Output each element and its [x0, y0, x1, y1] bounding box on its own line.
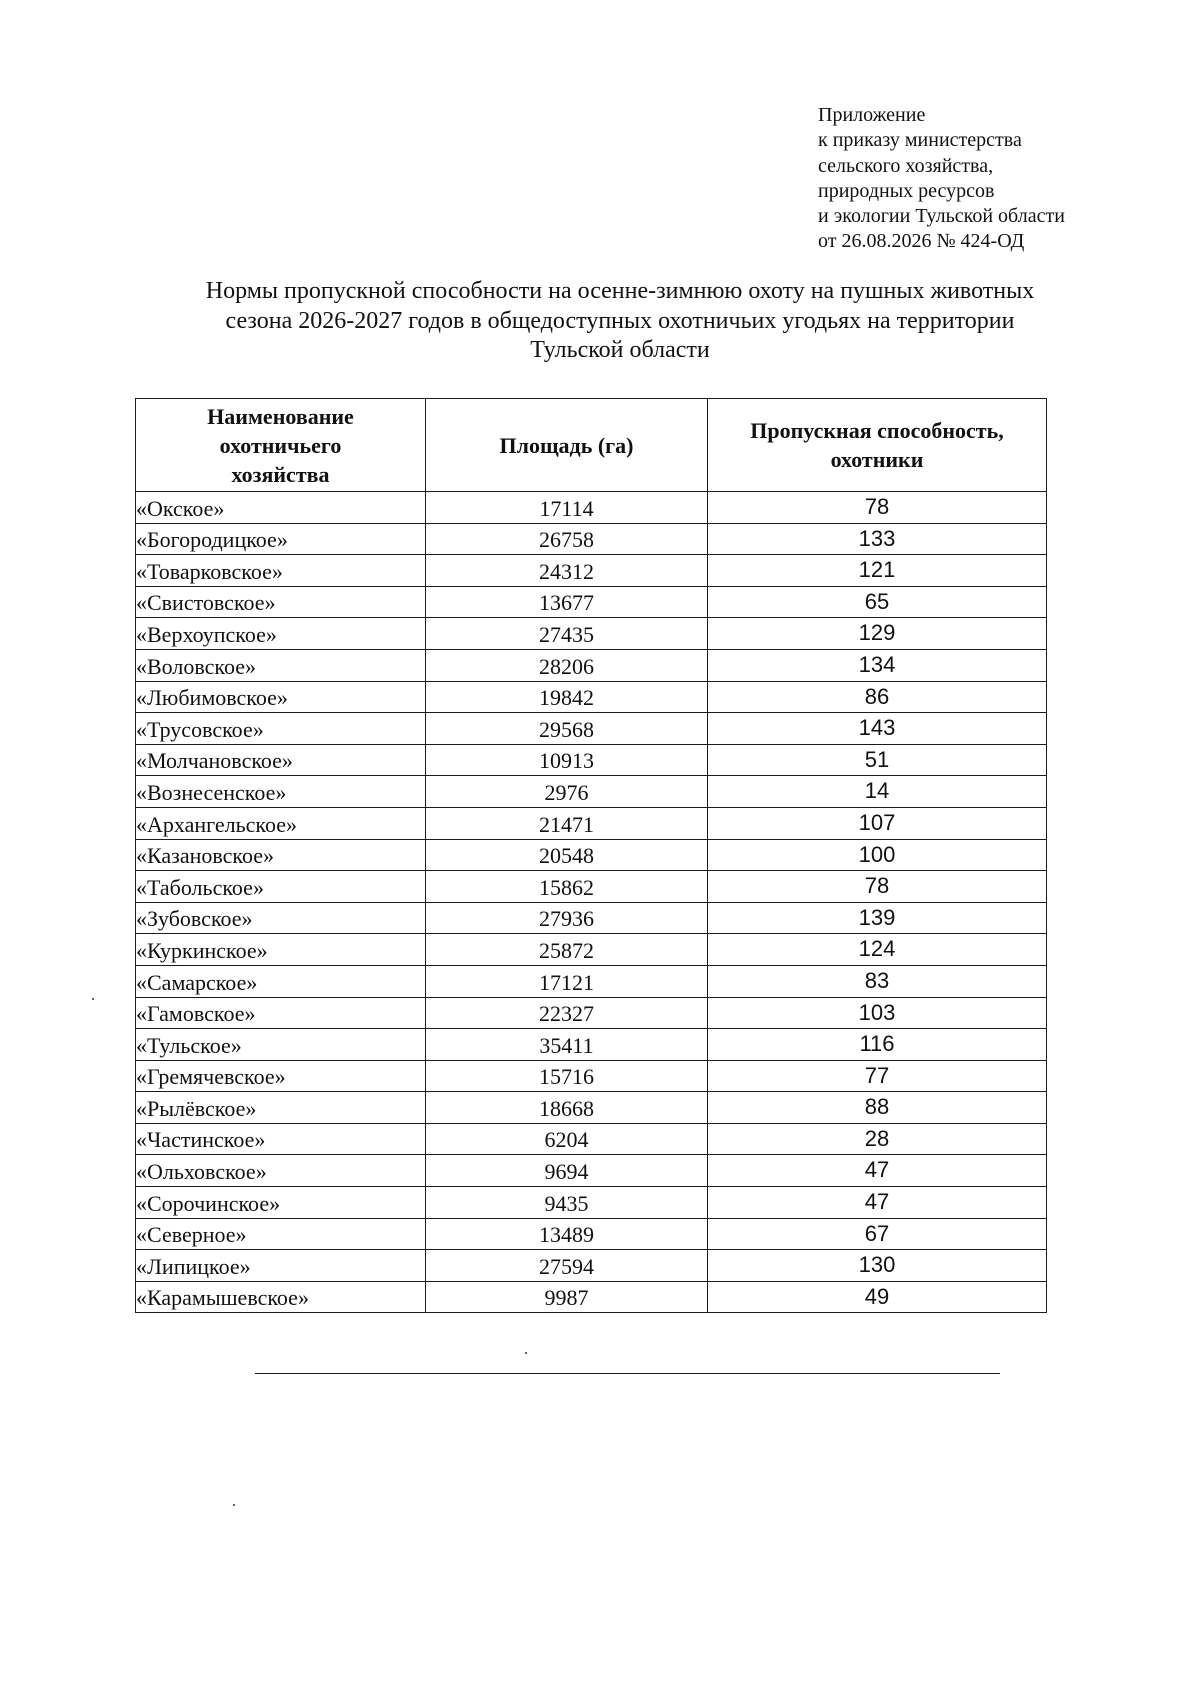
table-row — [136, 618, 1047, 650]
table-row — [136, 839, 1047, 871]
table-row — [136, 1155, 1047, 1187]
table-row — [136, 807, 1047, 839]
capacity-value: 47 — [708, 1155, 1047, 1187]
table-row — [136, 1060, 1047, 1092]
area-value: 22327 — [426, 997, 708, 1029]
capacity-value: 124 — [708, 934, 1047, 966]
area-value: 27435 — [426, 618, 708, 650]
header-area: Площадь (га) — [426, 399, 708, 492]
table-row — [136, 871, 1047, 903]
hunting-farm-name: «Казановское» — [136, 839, 426, 871]
capacity-value: 78 — [708, 492, 1047, 524]
hunting-farm-name: «Верхоупское» — [136, 618, 426, 650]
appendix-block: Приложение к приказу министерства сельского хозяйства, природных ресурсов и экологии Тульской области от 26.08.2026 № 424-ОД — [818, 104, 1065, 253]
hunting-farm-name: «Куркинское» — [136, 934, 426, 966]
hunting-farm-name: «Окское» — [136, 492, 426, 524]
hunting-farm-name: «Архангельское» — [136, 807, 426, 839]
hunting-farm-name: «Гамовское» — [136, 997, 426, 1029]
table-row — [136, 934, 1047, 966]
capacity-value: 47 — [708, 1187, 1047, 1219]
area-value: 29568 — [426, 713, 708, 745]
capacity-value: 129 — [708, 618, 1047, 650]
area-value: 17121 — [426, 965, 708, 997]
table-row — [136, 492, 1047, 524]
hunting-farm-name: «Богородицкое» — [136, 523, 426, 555]
table-row — [136, 586, 1047, 618]
capacity-value: 65 — [708, 586, 1047, 618]
table-row — [136, 902, 1047, 934]
capacity-value: 83 — [708, 965, 1047, 997]
area-value: 18668 — [426, 1092, 708, 1124]
table-row — [136, 555, 1047, 587]
area-value: 15862 — [426, 871, 708, 903]
header-name: Наименование охотничьего хозяйства — [136, 399, 426, 492]
capacity-value: 100 — [708, 839, 1047, 871]
capacity-value: 78 — [708, 871, 1047, 903]
table-row — [136, 1123, 1047, 1155]
hunting-farm-name: «Любимовское» — [136, 681, 426, 713]
capacity-value: 130 — [708, 1250, 1047, 1282]
table-header-row — [136, 399, 1047, 492]
table-body — [136, 492, 1047, 1313]
hunting-farm-name: «Липицкое» — [136, 1250, 426, 1282]
hunting-farm-name: «Гремячевское» — [136, 1060, 426, 1092]
table-row — [136, 1250, 1047, 1282]
capacity-value: 139 — [708, 902, 1047, 934]
hunting-farm-name: «Воловское» — [136, 649, 426, 681]
area-value: 35411 — [426, 1029, 708, 1061]
capacity-value: 14 — [708, 776, 1047, 808]
capacity-value: 88 — [708, 1092, 1047, 1124]
area-value: 6204 — [426, 1123, 708, 1155]
hunting-farm-name: «Тульское» — [136, 1029, 426, 1061]
hunting-farm-name: «Товарковское» — [136, 555, 426, 587]
area-value: 10913 — [426, 744, 708, 776]
hunting-farm-name: «Табольское» — [136, 871, 426, 903]
hunting-farm-name: «Ольховское» — [136, 1155, 426, 1187]
document-title: Нормы пропускной способности на осенне-зимнюю охоту на пушных животных сезона 2026-2027 годов в общедоступных охотничьих угодьях на территории Тульской области — [205, 278, 1035, 363]
capacity-value: 77 — [708, 1060, 1047, 1092]
area-value: 20548 — [426, 839, 708, 871]
area-value: 25872 — [426, 934, 708, 966]
hunting-farm-name: «Молчановское» — [136, 744, 426, 776]
area-value: 27936 — [426, 902, 708, 934]
table-row — [136, 1029, 1047, 1061]
capacity-value: 107 — [708, 807, 1047, 839]
area-value: 9694 — [426, 1155, 708, 1187]
hunting-farm-name: «Самарское» — [136, 965, 426, 997]
hunting-farm-name: «Частинское» — [136, 1123, 426, 1155]
capacity-value: 134 — [708, 649, 1047, 681]
table-row — [136, 649, 1047, 681]
capacity-value: 121 — [708, 555, 1047, 587]
capacity-value: 28 — [708, 1123, 1047, 1155]
area-value: 15716 — [426, 1060, 708, 1092]
table-row — [136, 965, 1047, 997]
signature-line — [255, 1373, 1000, 1374]
scan-speck — [525, 1352, 527, 1354]
area-value: 24312 — [426, 555, 708, 587]
table-row — [136, 776, 1047, 808]
header-capacity: Пропускная способность, охотники — [708, 399, 1047, 492]
capacity-value: 116 — [708, 1029, 1047, 1061]
hunting-farm-name: «Зубовское» — [136, 902, 426, 934]
area-value: 21471 — [426, 807, 708, 839]
area-value: 2976 — [426, 776, 708, 808]
table-row — [136, 744, 1047, 776]
area-value: 26758 — [426, 523, 708, 555]
table-row — [136, 713, 1047, 745]
hunting-farm-name: «Карамышевское» — [136, 1281, 426, 1313]
table-row — [136, 1187, 1047, 1219]
table-row — [136, 997, 1047, 1029]
table-row — [136, 681, 1047, 713]
hunting-farm-name: «Вознесенское» — [136, 776, 426, 808]
area-value: 17114 — [426, 492, 708, 524]
hunting-farm-name: «Свистовское» — [136, 586, 426, 618]
table-row — [136, 1092, 1047, 1124]
area-value: 19842 — [426, 681, 708, 713]
area-value: 28206 — [426, 649, 708, 681]
hunting-farm-name: «Сорочинское» — [136, 1187, 426, 1219]
table-row — [136, 1281, 1047, 1313]
capacity-table — [135, 398, 1047, 1313]
scan-speck — [92, 998, 94, 1000]
area-value: 27594 — [426, 1250, 708, 1282]
area-value: 9987 — [426, 1281, 708, 1313]
area-value: 13489 — [426, 1218, 708, 1250]
hunting-farm-name: «Северное» — [136, 1218, 426, 1250]
capacity-value: 51 — [708, 744, 1047, 776]
table-row — [136, 523, 1047, 555]
capacity-value: 49 — [708, 1281, 1047, 1313]
table-row — [136, 1218, 1047, 1250]
capacity-value: 103 — [708, 997, 1047, 1029]
hunting-farm-name: «Трусовское» — [136, 713, 426, 745]
capacity-value: 133 — [708, 523, 1047, 555]
scan-speck — [233, 1504, 235, 1506]
hunting-farm-name: «Рылёвское» — [136, 1092, 426, 1124]
capacity-value: 67 — [708, 1218, 1047, 1250]
area-value: 13677 — [426, 586, 708, 618]
area-value: 9435 — [426, 1187, 708, 1219]
capacity-value: 143 — [708, 713, 1047, 745]
capacity-value: 86 — [708, 681, 1047, 713]
